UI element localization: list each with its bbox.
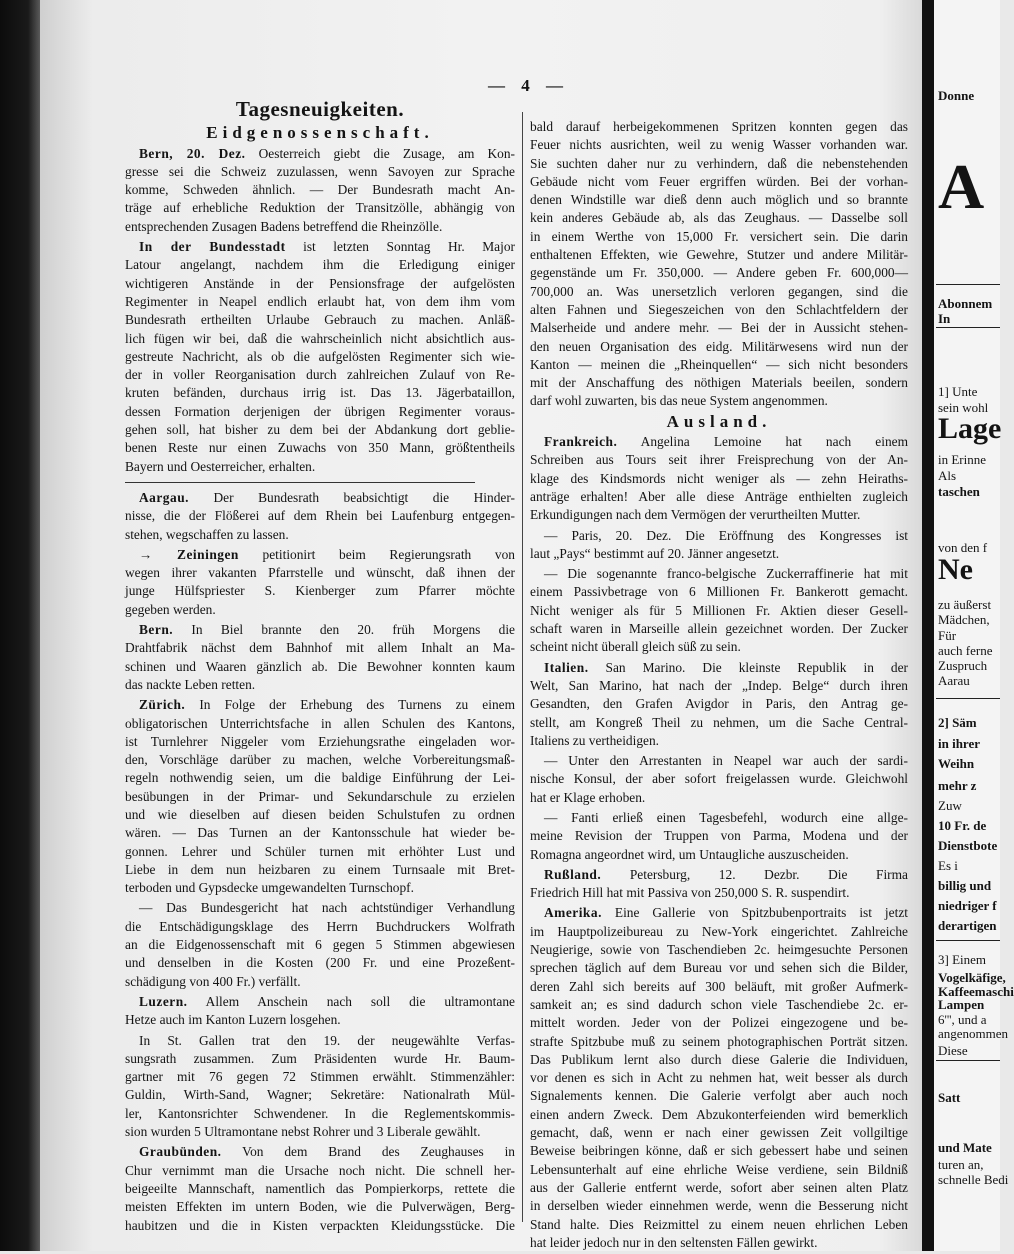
article-lead: Luzern. [139,993,188,1009]
fragment-text: mehr z [938,778,977,793]
fragment-text: Zuspruch [938,658,988,673]
article-lead: Amerika. [544,905,602,921]
article-lead: → Zeiningen [139,546,239,562]
article-paragraph [125,238,515,476]
text-line [530,659,908,677]
line-text: In Folge der Erhebung des Turnens zu einem [185,697,515,713]
page-number: — 4 — [488,76,569,95]
text-line [125,621,515,639]
fragment-text: Donne [938,88,975,103]
fragment-text: sein wohl [938,400,989,415]
fragment-text: 2] Säm [938,715,977,730]
fragment-text: in Erinne [938,452,987,467]
text-line: Regimenter in Neapel endlich erlaubt hat, von dem ihm vom [125,293,515,309]
article-paragraph [530,433,908,524]
separator-rule [936,284,1000,285]
article-paragraph [530,866,908,903]
text-line [125,696,515,714]
fragment-text: 1] Unte [938,384,978,399]
article-lead: Zürich. [139,697,186,713]
text-line: hat leider jedoch nur in den seltensten Fällen gewirkt. [530,1234,818,1250]
fragment-text: 6''', und a [938,1012,987,1027]
text-line: bald darauf herbeigekommenen Spritzen konnten gegen das [530,119,908,134]
text-line: an die Eidgenossenschaft mit 6 gegen 5 Stimmen abgewiesen [125,937,515,953]
text-line [125,1143,515,1161]
text-line: Feuer nichts ausrichten, weil zu wenig Wasser vorhanden war. [530,137,908,153]
subsection-heading: Ausland. [666,411,772,431]
text-line: sion wurden 5 Ultramontane nebst Rohrer und 3 Liberale gewählt. [125,1124,481,1140]
article-lead: Bern, 20. Dez. [139,145,246,161]
text-line: — Paris, 20. Dez. Die Eröffnung des Kongresses ist [544,527,908,543]
fragment-text: Zuw [938,798,962,813]
fragment-text: derartigen [938,918,997,933]
text-line: Stand halte. Dies Reizmittel zu einem neuen ehrlichen Leben [530,1216,908,1232]
text-line: einem Passivbetrage von 6 Millionen Fr. Bankerott gemacht. [530,584,908,600]
text-line: dessen Formation derjenigen der übrigen Regimenter voraus- [125,403,515,419]
article-lead: Aargau. [139,489,189,505]
text-line: gemacht, daß, wenn er nach einer gewissen Zeit vollgiltige [530,1125,908,1141]
text-line: meine Revision der Truppen von Parma, Modena und der [530,828,908,844]
text-line: strafte Spitzbube muß zu seinem photographischen Porträt sitzen. [530,1033,908,1049]
text-line: denen Windstille war dieß denn auch möglich und so brannte [530,192,908,208]
text-line: vor denen es sich in Acht zu nehmen hat, weit besser als durch [530,1070,908,1086]
fragment-text: von den f [938,540,988,555]
text-line: Kanton — meinen die „Rheinquellen“ — sich nicht besonders [530,356,908,372]
fragment-text: Als [938,468,957,483]
article-paragraph [125,546,515,619]
fragment-text: 10 Fr. de [938,818,987,833]
text-line: wären. — Das Turnen an der Kantonsschule hat wieder be- [125,825,515,841]
fragment-text: zu äußerst [938,597,992,612]
line-text: ist letzten Sonntag Hr. Major [285,239,515,255]
article-paragraph [530,809,908,864]
text-line: lich fügen wir bei, daß die wahrscheinlich nicht absichtlich aus- [125,330,515,346]
article-paragraph [530,752,908,807]
text-line: träge auf erhebliche Reduktion der Transitzölle, abhängig von [125,200,515,216]
text-line: beigeeilte Mannschaft, namentlich das Pompierkorps, rettete die [125,1180,515,1196]
text-line: das nackte Leben retten. [125,676,256,692]
text-line [530,433,908,451]
text-line: im Hauptpolizeibureau zu New-York eingerichtet. Zahlreiche [530,923,908,939]
text-line: Gebäude nicht vom Feuer ergriffen würden. Bei der vorhan- [530,173,908,189]
text-line: Signalements kennen. Die Galerie verfolgt aber auch noch [530,1088,908,1104]
text-line [125,145,515,163]
text-line: darf wohl zuwarten, bis das neue System angenommen. [530,393,828,409]
text-line: Guldin, Wirth-Sand, Wagner; Sekretäre: Nationalrath Mül- [125,1087,515,1103]
text-line: junge Hülfspriester S. Kienberger zum Pfarrer möchte [125,583,515,599]
text-line: gegenstände um Fr. 350,000. — Andere geben Fr. 600,000— [530,265,908,281]
text-line: gonnen. Lehrer und Schüler turnen mit erhöhter Lust und [125,843,515,859]
fragment-text: niedriger f [938,898,997,913]
text-line: gresse sei die Schweiz zuzulassen, wenn Savoyen zur Sprache [125,163,515,179]
book-spine [0,0,40,1251]
text-line: Nicht weniger als für 5 Millionen Fr. Aktien dieser Gesell- [530,602,908,618]
separator-rule [936,698,1000,699]
fragment-text: taschen [938,484,980,499]
article-paragraph [530,118,908,411]
text-line: gegeben werden. [125,601,216,617]
text-line: gehen soll, hat bisher zu dem bei der Abdankung dort geblie- [125,422,515,438]
line-text: Von dem Brand des Zeughauses in [221,1144,515,1160]
text-line: die Entschädigungsklage des Herrn Buchdruckers Wolfrath [125,918,515,934]
text-line: Beweise beibringen könne, daß er sich gebessert habe und seinen [530,1143,908,1159]
fragment-text: Lage [938,412,1002,445]
text-line: In St. Gallen trat den 19. der neugewählte Verfas- [139,1032,515,1048]
line-text: Angelina Lemoine hat nach einem [617,434,908,450]
article-lead: Rußland. [544,866,602,882]
text-line: Drahtfabrik nächst dem Bahnhof mit allem Inhalt an Ma- [125,640,515,656]
text-line: kruten befänden, durchaus irrig ist. Das 13. Jägerbataillon, [125,385,515,401]
article-paragraph [530,904,908,1252]
line-text: San Marino. Die kleinste Republik in der [588,659,908,675]
text-line: nisse, die der Flößerei auf dem Rhein bei Laufenburg entgegen- [125,508,515,524]
text-line: alten Fahnen und Siegeszeichen von den Schlachtfeldern der [530,301,908,317]
next-page-fragment [934,0,1014,1251]
page-gutter [922,0,934,1251]
text-line: Schreiben aus Tours seit ihrer Freisprechung von der An- [530,452,908,468]
text-line: Friedrich Hill hat mit Passiva von 250,000 S. R. suspendirt. [530,885,850,901]
article-lead: Graubünden. [139,1144,222,1160]
text-line: stellt, am Kongreß Theil zu nehmen, um die Sache Central- [530,714,908,730]
left-column [125,97,516,1237]
text-line: enthaltenen Effekten, wie Gewehre, Stutzer und andere Militär- [530,247,908,263]
line-text: Eine Gallerie von Spitzbubenportraits ist jetzt [601,905,908,921]
text-line: sungsrath zusammen. Zum Präsidenten wurde Hr. Baum- [125,1050,515,1066]
text-line: den, Vorschläge darüber zu machen, welche Vorbereitungsmaß- [125,752,515,768]
text-line: den neuen Organisation des eidg. Militärwesens wird nun der [530,338,908,354]
text-line: Lebensunterhalt auf eine ehrliche Weise verdiene, sein Bildniß [530,1161,908,1177]
fragment-text: A [938,151,985,222]
text-line: in derselben wieder einnehmen werde, wenn die Besserung nicht [530,1198,908,1214]
fragment-text: In [938,311,951,326]
article-paragraph [125,489,515,544]
fragment-text: in ihrer [938,736,981,751]
fragment-text: Ne [938,553,973,586]
text-line: kein anderes Gebäude ab, als das Zeughaus. — Dasselbe soll [530,210,908,226]
subsection-heading: Eidgenossenschaft. [206,123,434,143]
text-line [530,866,908,884]
text-line: hat er Klage erhoben. [530,789,646,805]
text-line: in einem Werthe von 15,000 Fr. versichert sein. Die darin [530,228,908,244]
fragment-text: Diese [938,1043,968,1058]
separator-rule [936,327,1000,328]
text-line: der in voller Reorganisation durch zahlreichen Zulauf von Re- [125,367,515,383]
fragment-text: Dienstbote [938,838,998,853]
article-lead: In der Bundesstadt [139,239,286,255]
text-line: Welt, San Marino, hat nach der „Indep. Belge“ durch ihren [530,677,908,693]
text-line: meisten Effekten im untern Boden, wie die Pulverwägen, Berg- [125,1199,515,1215]
text-line: Italiens zu vertheidigen. [530,732,660,748]
text-line: Bundesrath ertheilten Urlaube Gebrauch zu machen. Anläß- [125,312,515,328]
fragment-text: Für [938,628,957,643]
text-line [125,546,515,564]
text-line: komme, Schweden ähnlich. — Der Bundesrath macht An- [125,182,515,198]
text-line: samkeit an; es sind dadurch schon viele Taschendiebe 2c. er- [530,996,908,1012]
fragment-text: turen an, [938,1157,984,1172]
article-lead: Italien. [544,659,589,675]
article-paragraph [125,993,515,1030]
text-line: ler, Kantonsrichter Schwendener. In die Reglementskommis- [125,1105,515,1121]
text-line [125,238,515,256]
text-line: ist Turnlehrer Niggeler vom Erziehungsrathe eingeladen wor- [125,733,515,749]
text-line: schaft waren in Marseille allein gezeichnet worden. Der Zucker [530,621,908,637]
text-line: — Das Bundesgericht hat nach achtstündiger Verhandlung [139,900,515,916]
article-paragraph [125,621,515,694]
text-line: schinen und Waaren gänzlich ab. Die Bewohner konnten kaum [125,658,515,674]
article-paragraph [530,659,908,750]
line-text: petitionirt beim Regierungsrath von [238,546,515,562]
right-column [530,118,908,1254]
fragment-text: Kaffeemaschi [938,984,1014,999]
text-line: klage des Kindsmords nicht weniger als — zehn Heiraths- [530,470,908,486]
text-line: entsprechenden Zusagen Badens betreffend die Rheinzölle. [125,218,443,234]
fragment-text: 3] Einem [938,952,987,967]
article-paragraph [125,1032,515,1142]
text-line: Bayern und Oesterreicher, erhalten. [125,458,316,474]
text-line: — Fanti erließ einen Tagesbefehl, wodurch eine allge- [544,809,908,825]
text-line: — Unter den Arrestanten in Neapel war auch der sardi- [544,753,908,769]
text-line: gestreute Nachricht, als ob die aufgelösten Regimenter sich wie- [125,348,515,364]
fragment-text: Aarau [938,673,970,688]
fragment-text: Weihn [938,756,975,771]
article-lead: Bern. [139,622,174,638]
fragment-text: billig und [938,878,992,893]
text-line: Hetze auch im Kanton Luzern losgehen. [125,1012,341,1028]
text-line: Sie suchten daher nur zu verhindern, daß die nebenstehenden [530,155,908,171]
text-line: regeln nothwendig seien, um die baldige Einführung der Lei- [125,770,515,786]
fragment-text: auch ferne [938,643,993,658]
text-line: und wie dieselben auf diesen beiden Schulstufen zu ordnen [125,806,515,822]
line-text: Allem Anschein nach soll die ultramontane [187,993,515,1009]
text-line: sprechen täglich auf dem Bureau vor und sehen sich die Bilder, [530,960,908,976]
text-line: benen Reste nur einen Zuwachs von 350 Mann, größtentheils [125,440,515,456]
text-line: Liebe in dem nun heizbaren zu einem Turnsaale mit Bret- [125,861,515,877]
separator-rule [125,482,475,483]
line-text: Der Bundesrath beabsichtigt die Hinder- [189,489,515,505]
article-paragraph [125,145,515,236]
fragment-text: Satt [938,1090,961,1105]
fragment-text: und Mate [938,1140,992,1155]
fragment-text: Lampen [938,997,985,1012]
text-line [530,904,908,922]
text-line: mittelt worden. Jeder von der Polizei eingezogene und be- [530,1015,908,1031]
text-line: wichtigeren Anstände in der Pensionsfrage der aufgelösten [125,275,515,291]
text-line: deren Zahl sich bereits auf 300 beläuft, mit großer Aufmerk- [530,978,908,994]
text-line: aus der Gallerie entfernt werde, sofort aber seinen alten Platz [530,1179,908,1195]
text-line: schädigung von 400 Fr.) verfällt. [125,973,301,989]
line-text: Petersburg, 12. Dezbr. Die Firma [601,866,908,882]
column-divider [522,112,523,1222]
article-lead: Frankreich. [544,434,618,450]
text-line [125,489,515,507]
separator-rule [936,940,1000,941]
text-line: — Die sogenannte franco-belgische Zuckerraffinerie hat mit [544,566,908,582]
fragment-text: Vogelkäfige, [938,970,1006,985]
text-line: nische Konsul, der aber sofort freigelassen wurde. Gleichwohl [530,771,908,787]
text-line: mit der Anschaffung des nöthigen Materials beeilen, sondern [530,375,908,391]
text-line: Neugierige, sowie von Taschendieben 2c. heimgesuchte Personen [530,942,908,958]
text-line: Malserheide und andere mehr. — Bei der in Aussicht stehen- [530,320,908,336]
text-line: stehen, wegschaffen zu lassen. [125,526,289,542]
article-paragraph [530,527,908,564]
text-line: wegen ihrer vakanten Pfarrstelle und wünscht, daß ihnen der [125,565,515,581]
text-line: scheint nicht überall gleich süß zu sein. [530,639,741,655]
article-paragraph [125,1143,515,1234]
fragment-text: Abonnem [938,296,993,311]
text-line: Latour angelangt, nachdem ihm die Erledigung einiger [125,257,515,273]
text-line: Romagna angeordnet wird, um Untaugliche auszuscheiden. [530,846,849,862]
fragment-text: Es i [938,858,958,873]
text-line: Chur vernimmt man die Ursache noch nicht. Die schnell her- [125,1162,515,1178]
separator-rule [936,1060,1000,1061]
text-line: und denselben in die Kosten (200 Fr. und eine Prozeßent- [125,955,515,971]
article-paragraph [530,565,908,656]
text-line: besübungen in der Primar- und Sekundarschule zu erzielen [125,788,515,804]
line-text: Oesterreich giebt die Zusage, am Kon- [245,145,516,161]
text-line: haubitzen und die in Kisten verpackten Kleidungsstücke. Die [125,1217,515,1233]
fragment-text: Mädchen, [938,612,990,627]
text-line: 700,000 an. Was unersetzlich verloren gegangen, sind die [530,283,908,299]
article-paragraph [125,899,515,990]
fragment-text: schnelle Bedi [938,1172,1009,1187]
text-line: Erkundigungen nach dem Vermögen der verurtheilten Mutter. [530,507,861,523]
text-line: obligatorischen Unterrichtsfache in allen Schulen des Kantons, [125,715,515,731]
text-line: einen andern Zweck. Dem Abzukonterfeienden wird bemerklich [530,1106,908,1122]
text-line [125,993,515,1011]
text-line: gartner mit 76 gegen 72 Stimmen erwählt. Stimmenzähler: [125,1069,515,1085]
fragment-text: angenommen [938,1026,1009,1041]
text-line: anträge erhalten! Aber alle diese Anträge enthielten zugleich [530,488,908,504]
line-text: In Biel brannte den 20. früh Morgens die [173,622,515,638]
text-line: terboden und Gypsdecke umgewandelten Turnschopf. [125,880,414,896]
text-line: Das Publikum lernt also durch diese Galerie die Individuen, [530,1051,908,1067]
section-heading: Tagesneuigkeiten. [235,97,405,121]
text-line: laut „Pays“ bestimmt auf 20. Jänner angesetzt. [530,545,780,561]
article-paragraph [125,696,515,897]
text-line: Gesandten, den Grafen Avigdor in Paris, den Antrag ge- [530,696,908,712]
